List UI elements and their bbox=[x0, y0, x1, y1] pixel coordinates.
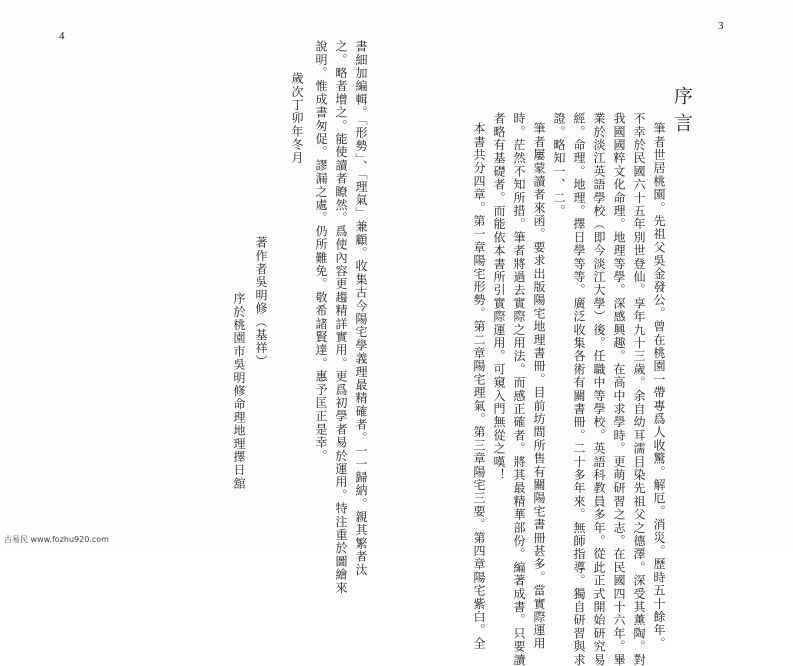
preface-paragraph-2-line-2: 時。茫然不知所措。筆者將過去實際之用法。而感正確者。將其最精華部份。編著成書。只要讀 bbox=[512, 112, 526, 666]
preface-paragraph-1-line-4: 業於淡江英語學校（即今淡江大學）後。任職中等學校。英語科教員多年。從此正式開始研究易 bbox=[592, 112, 606, 666]
preface-title: 序言 bbox=[671, 86, 693, 140]
preface-paragraph-3-line-1: 本書共分四章。第一章陽宅形勢。第二章陽宅理氣。第三章陽宅三要。第四章陽宅紫白。全 bbox=[472, 122, 486, 650]
preface-paragraph-1-line-6: 證。略知一、二。 bbox=[552, 112, 566, 218]
left-page-number: 4 bbox=[59, 30, 65, 42]
watermark-footer bbox=[4, 534, 109, 545]
page-gutter bbox=[396, 0, 397, 552]
preface-paragraph-1-line-3: 我國國粹文化命理。地理等學。深感興趣。在高中求學時。更萌研習之志。在民國四十六年。畢 bbox=[612, 112, 626, 666]
preface-date: 歲次丁卯年冬月 bbox=[290, 72, 304, 165]
preface-signature: 序於桃園市吳明修命理地理擇日舘 bbox=[232, 292, 246, 490]
preface-paragraph-2-line-3: 者略有基礎者。而能依本書所引實際運用。可窺入門無從之嘆！ bbox=[492, 112, 506, 482]
right-page-number: 3 bbox=[718, 20, 724, 32]
preface-paragraph-1-line-2: 不幸於民國六十五年別世登仙。享年九十三歲。余自幼耳濡目染先祖父之德澤。深受其薰陶。對 bbox=[632, 112, 646, 666]
footer-site-label: 古易民 www.fozhu920.com bbox=[4, 535, 109, 544]
preface-paragraph-2-line-1: 筆者屢蒙讀者來函。要求出版陽宅地理書冊。目前坊間所售有關陽宅書冊甚多。當實際運用 bbox=[532, 122, 546, 650]
preface-paragraph-3-line-4: 說明。惟成書匆促。謬漏之處。仍所難免。敬希諸賢達。惠予匡正是幸。 bbox=[314, 40, 328, 463]
preface-paragraph-3-line-2: 書細加編輯。「形勢」、「理氣」兼顧。收集古今陽宅學義理最精確者。一一歸納。親其繁者汰 bbox=[354, 40, 368, 577]
preface-paragraph-3-line-3: 之。略者增之。能使讀者瞭然。爲使內容更趨精詳實用。更爲初學者易於運用。特注重於圖繪來 bbox=[334, 40, 348, 595]
preface-author: 著作者吳明修（基祥） bbox=[254, 236, 268, 368]
preface-paragraph-1-line-5: 經。命理。地理。擇日學等等。廣泛收集各術有關書冊。二十多年來。無師指導。獨自研習與求 bbox=[572, 112, 586, 666]
preface-paragraph-1-line-1: 筆者世居桃園。先祖父吳金發公。曾在桃園一帶專爲人收驚。解厄。消災。歷時五十餘年。 bbox=[652, 122, 666, 650]
